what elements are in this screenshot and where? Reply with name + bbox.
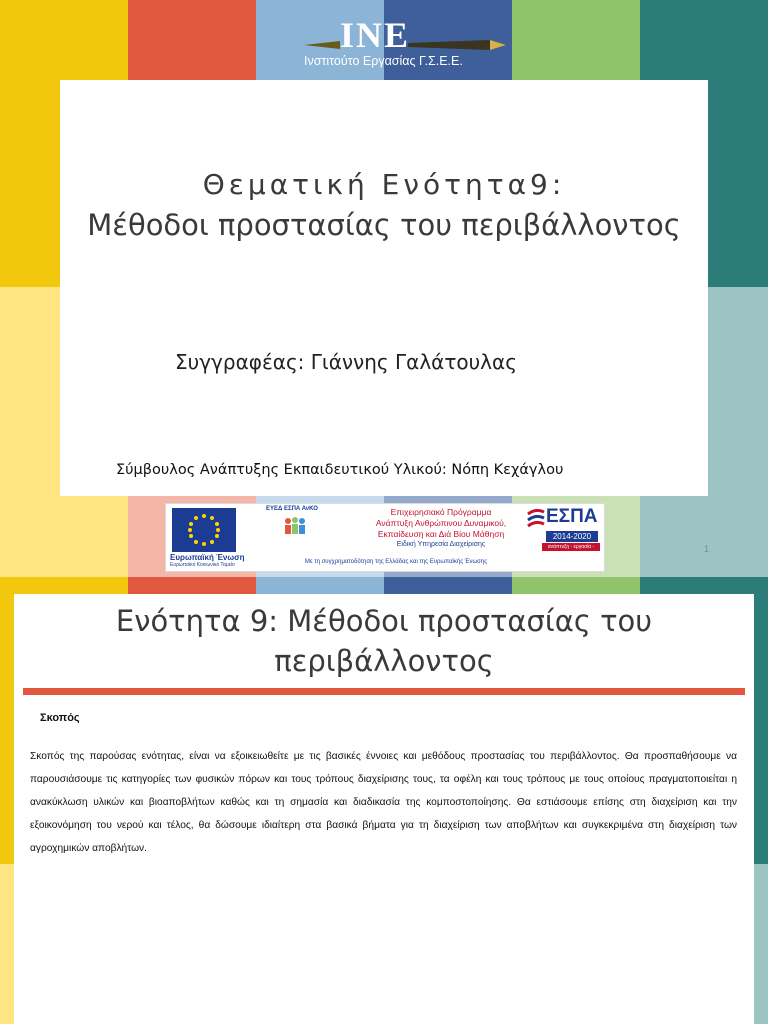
slide-1-panel bbox=[60, 80, 708, 496]
eydea-label: ΕΥΕΔ ΕΣΠΑ ΑνΚΟ bbox=[266, 506, 318, 512]
logo-wordmark: INE bbox=[340, 15, 411, 55]
eu-label: Ευρωπαϊκή Ένωση bbox=[170, 553, 245, 562]
espa-years: 2014-2020 bbox=[546, 531, 598, 542]
advisor-line: Σύμβουλος Ανάπτυξης Εκπαιδευτικού Υλικού: Νόπη Κεχάγλου bbox=[116, 462, 564, 478]
logo-subtitle: Ινστιτούτο Εργασίας Γ.Σ.Ε.Ε. bbox=[304, 54, 463, 68]
people-icon bbox=[282, 516, 308, 536]
eu-sub-label: Ευρωπαϊκό Κοινωνικό Ταμείο bbox=[170, 562, 235, 568]
program-line-1: Επιχειρησιακό Πρόγραμμα bbox=[390, 507, 492, 517]
espa-word: ΕΣΠΑ bbox=[546, 506, 598, 527]
funding-banner bbox=[165, 503, 605, 572]
slide-1-title-line1: Θεματική Ενότητα9: bbox=[202, 168, 566, 201]
eu-flag-icon bbox=[172, 508, 236, 552]
slide-2-title-line1: Ενότητα 9: Μέθοδοι προστασίας του bbox=[115, 604, 653, 638]
page-number: 1 bbox=[704, 544, 710, 554]
section-heading: Σκοπός bbox=[40, 712, 80, 724]
author-line: Συγγραφέας: Γιάννης Γαλάτουλας bbox=[175, 350, 517, 374]
body-paragraph: Σκοπός της παρούσας ενότητας, είναι να εξοικειωθείτε με τις βασικές έννοιες και μεθόδους προστασίας του περιβάλλοντος. Θα προσπαθήσουμε να παρουσιάσουμε τις κατηγορίες των φυσικών πόρων και τους τρόπους διαχείρισης τους, τα οφέλη και τους τρόπους με τους οποίους πραγματοποιείται η ανακύκλωση υλικών και βιοαποβλήτων καθώς και τη σημασία και διαδικασία της κομποστοποίησης. Θα εστιάσουμε επίσης στη διαχείριση και την εξοικονόμηση του νερού και τέλος, θα δώσουμε ιδιαίτερη στα βασικά βήματα για τη διαχείριση των αποβλήτων και συγκεκριμένα στη διαχείριση των αγροχημικών αποβλήτων. bbox=[30, 751, 737, 854]
ine-logo bbox=[300, 14, 515, 76]
cofunding-line: Με τη συγχρηματοδότηση της Ελλάδας και της Ευρωπαϊκής Ένωσης bbox=[304, 559, 488, 565]
program-line-2: Ανάπτυξη Ανθρώπινου Δυναμικού, bbox=[375, 518, 507, 528]
title-divider bbox=[23, 688, 745, 695]
espa-tagline: ανάπτυξη - εργασία - αλληλεγγύη bbox=[542, 543, 600, 551]
slide-1-title-line2: Μέθοδοι προστασίας του περιβάλλοντος bbox=[87, 208, 681, 242]
program-line-3: Εκπαίδευση και Διά Βίου Μάθηση bbox=[377, 529, 505, 539]
espa-swoosh-icon bbox=[526, 508, 546, 532]
program-line-4: Ειδική Υπηρεσία Διαχείρισης bbox=[396, 541, 486, 548]
slide-2-title-line2: περιβάλλοντος bbox=[274, 644, 494, 678]
espa-logo bbox=[526, 506, 600, 558]
